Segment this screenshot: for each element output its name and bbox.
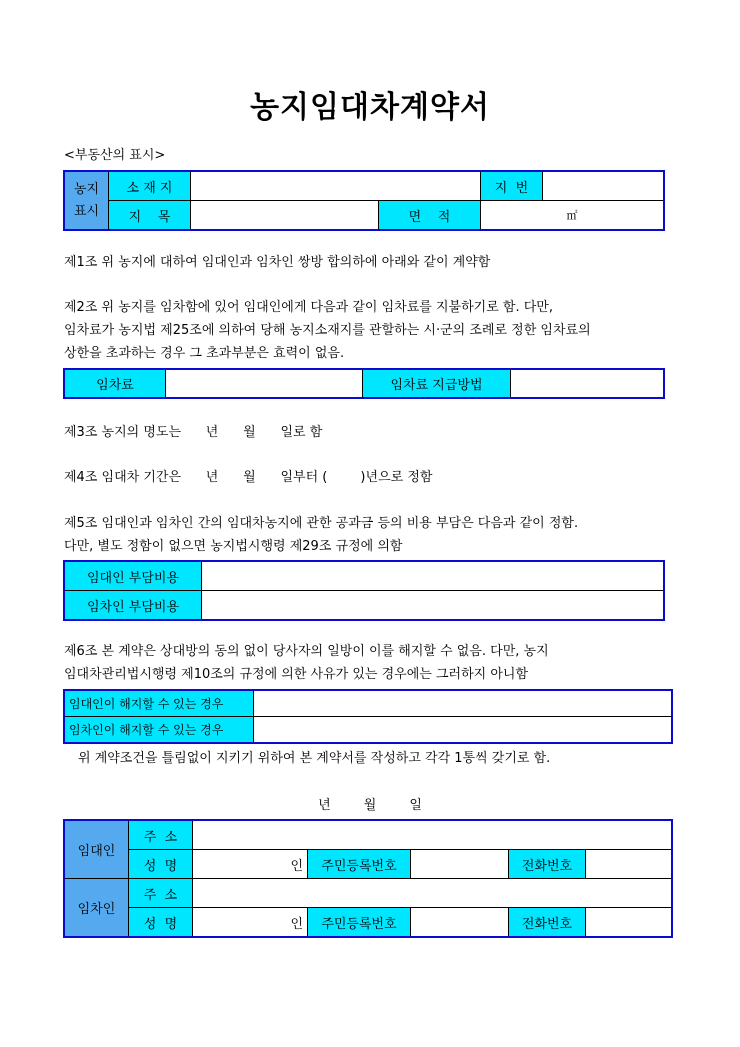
lessor-phone-label: 전화번호 — [509, 850, 586, 879]
lessee-cost-label: 임차인 부담비용 — [65, 591, 202, 620]
location-label: 소 재 지 — [109, 172, 191, 201]
article-2-line-3: 상한을 초과하는 경우 그 초과부분은 효력이 없음. — [64, 346, 345, 361]
lessee-resident-no-label: 주민등록번호 — [308, 908, 411, 937]
lot-number-label: 지 번 — [481, 172, 543, 201]
article-6-line-1: 제6조 본 계약은 상대방의 동의 없이 당사자의 일방이 이를 해지할 수 없음. 다만, 농지 — [64, 644, 549, 659]
property-table — [64, 171, 664, 230]
lessor-name-label: 성 명 — [129, 850, 193, 879]
contract-date: 년 월 일 — [318, 798, 422, 813]
lessee-address-label: 주 소 — [129, 879, 193, 908]
land-type-label: 지 목 — [109, 201, 191, 230]
article-6-line-2: 임대차관리법시행령 제10조의 규정에 의한 사유가 있는 경우에는 그러하지 아니함 — [64, 667, 529, 682]
article-2-line-1: 제2조 위 농지를 임차함에 있어 임대인에게 다음과 같이 임차료를 지불하기로 함. 다만, — [64, 300, 553, 315]
lessee-resident-no-field[interactable] — [411, 908, 509, 937]
lessee-phone-field[interactable] — [586, 908, 672, 937]
article-5-line-1: 제5조 임대인과 임차인 간의 임대차농지에 관한 공과금 등의 비용 부담은 다음과 같이 정함. — [64, 516, 579, 531]
lessee-name-label: 성 명 — [129, 908, 193, 937]
lessor-resident-no-label: 주민등록번호 — [308, 850, 411, 879]
rent-label: 임차료 — [65, 370, 166, 398]
article-5-line-2: 다만, 별도 정함이 없으면 농지법시행령 제29조 규정에 의함 — [64, 539, 403, 554]
article-3: 제3조 농지의 명도는 년 월 일로 함 — [64, 425, 323, 440]
lessor-seal: 인 — [290, 858, 303, 874]
lessor-phone-field[interactable] — [586, 850, 672, 879]
closing-statement: 위 계약조건을 틀림없이 지키기 위하여 본 계약서를 작성하고 각각 1통씩 갖기로 함. — [78, 751, 551, 766]
payment-method-label: 임차료 지급방법 — [363, 370, 511, 398]
lessee-termination-field[interactable] — [254, 717, 672, 743]
party-table — [64, 820, 672, 937]
lot-number-field[interactable] — [543, 172, 664, 201]
land-type-field[interactable] — [191, 201, 379, 230]
termination-table — [64, 690, 672, 743]
lessor-address-field[interactable] — [193, 821, 672, 850]
lessor-name-field[interactable] — [193, 850, 308, 879]
area-field[interactable] — [481, 201, 664, 230]
lessee-cost-field[interactable] — [202, 591, 664, 620]
lessee-termination-label: 임차인이 해지할 수 있는 경우 — [65, 717, 254, 743]
location-field[interactable] — [191, 172, 481, 201]
lessee-address-field[interactable] — [193, 879, 672, 908]
lessee-seal: 인 — [290, 916, 303, 932]
lessor-resident-no-field[interactable] — [411, 850, 509, 879]
lessor-label: 임대인 — [65, 821, 129, 879]
rent-table — [64, 369, 664, 398]
area-label: 면 적 — [379, 201, 481, 230]
article-4: 제4조 임대차 기간은 년 월 일부터 ( )년으로 정함 — [64, 470, 433, 485]
document-title: 농지임대차계약서 — [250, 90, 490, 125]
area-unit: ㎡ — [566, 209, 578, 222]
lessee-label: 임차인 — [65, 879, 129, 937]
article-1: 제1조 위 농지에 대하여 임대인과 임차인 쌍방 합의하에 아래와 같이 계약함 — [64, 255, 491, 270]
lessor-address-label: 주 소 — [129, 821, 193, 850]
lessee-name-field[interactable] — [193, 908, 308, 937]
cost-table — [64, 561, 664, 620]
article-2-line-2: 임차료가 농지법 제25조에 의하여 당해 농지소재지를 관할하는 시·군의 조례로 정한 임차료의 — [64, 323, 591, 338]
land-display-label: 농지 표시 — [65, 172, 109, 230]
payment-method-field[interactable] — [511, 370, 664, 398]
lessee-phone-label: 전화번호 — [509, 908, 586, 937]
lessor-termination-field[interactable] — [254, 691, 672, 717]
lessor-termination-label: 임대인이 해지할 수 있는 경우 — [65, 691, 254, 717]
rent-field[interactable] — [166, 370, 363, 398]
lessor-cost-label: 임대인 부담비용 — [65, 562, 202, 591]
lessor-cost-field[interactable] — [202, 562, 664, 591]
property-heading: <부동산의 표시> — [64, 148, 166, 163]
